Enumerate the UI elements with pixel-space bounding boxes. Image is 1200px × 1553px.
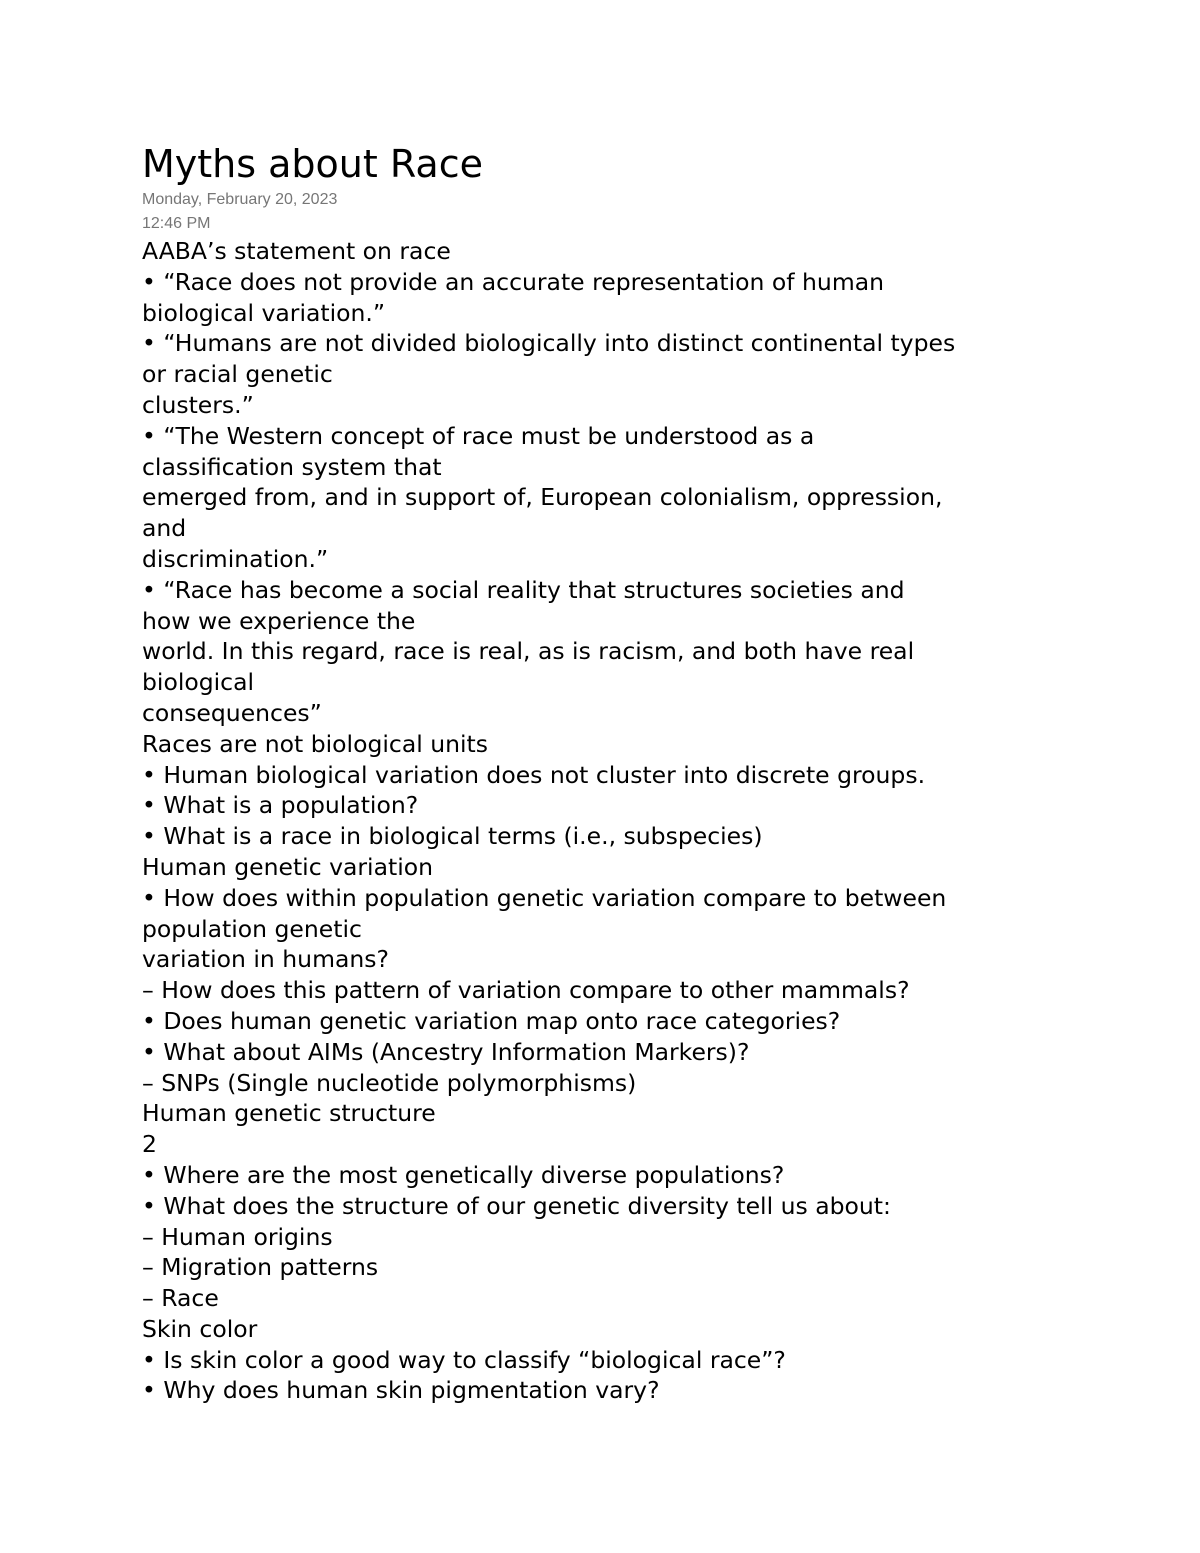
body-line: – Migration patterns <box>142 1253 379 1282</box>
body-line: how we experience the <box>142 606 416 635</box>
note-body <box>142 236 1072 1406</box>
body-line: – SNPs (Single nucleotide polymorphisms) <box>142 1068 637 1097</box>
body-line: – How does this pattern of variation compare to other mammals? <box>142 976 910 1005</box>
body-line: • What does the structure of our genetic diversity tell us about: <box>142 1191 891 1220</box>
body-line: • What is a race in biological terms (i.e., subspecies) <box>142 822 763 851</box>
body-line: emerged from, and in support of, European colonialism, oppression, <box>142 483 943 512</box>
body-line: – Human origins <box>142 1222 333 1251</box>
body-line: consequences” <box>142 698 322 727</box>
body-line: • “Humans are not divided biologically into distinct continental types <box>142 329 956 358</box>
body-line: Races are not biological units <box>142 729 489 758</box>
body-line: • Is skin color a good way to classify “biological race”? <box>142 1345 786 1374</box>
body-line: Skin color <box>142 1314 258 1343</box>
body-line: • What is a population? <box>142 791 419 820</box>
body-line: – Race <box>142 1284 219 1313</box>
body-line: Human genetic structure <box>142 1099 436 1128</box>
body-line: • “The Western concept of race must be understood as a <box>142 421 815 450</box>
body-line: • “Race has become a social reality that structures societies and <box>142 575 905 604</box>
body-line: variation in humans? <box>142 945 389 974</box>
body-line: • How does within population genetic variation compare to between <box>142 883 947 912</box>
body-line: population genetic <box>142 914 362 943</box>
body-line: Human genetic variation <box>142 852 433 881</box>
note-date: Monday, February 20, 2023 <box>142 191 338 208</box>
body-line: and <box>142 514 187 543</box>
body-line: classification system that <box>142 452 442 481</box>
body-line: AABA’s statement on race <box>142 237 451 265</box>
body-line: • Human biological variation does not cluster into discrete groups. <box>142 760 926 789</box>
body-line: 2 <box>142 1130 157 1159</box>
body-line: clusters.” <box>142 390 254 419</box>
note-title: Myths about Race <box>142 142 483 186</box>
body-line: biological variation.” <box>142 298 386 327</box>
body-line: or racial genetic <box>142 360 333 389</box>
body-line: world. In this regard, race is real, as is racism, and both have real <box>142 637 915 666</box>
body-line: • What about AIMs (Ancestry Information Markers)? <box>142 1037 750 1066</box>
body-line: • Does human genetic variation map onto race categories? <box>142 1006 841 1035</box>
body-line: discrimination.” <box>142 544 329 573</box>
body-line: • “Race does not provide an accurate representation of human <box>142 267 885 296</box>
body-line: biological <box>142 668 255 697</box>
body-line: • Why does human skin pigmentation vary? <box>142 1376 660 1405</box>
note-time: 12:46 PM <box>142 215 211 232</box>
body-line: • Where are the most genetically diverse populations? <box>142 1160 785 1189</box>
